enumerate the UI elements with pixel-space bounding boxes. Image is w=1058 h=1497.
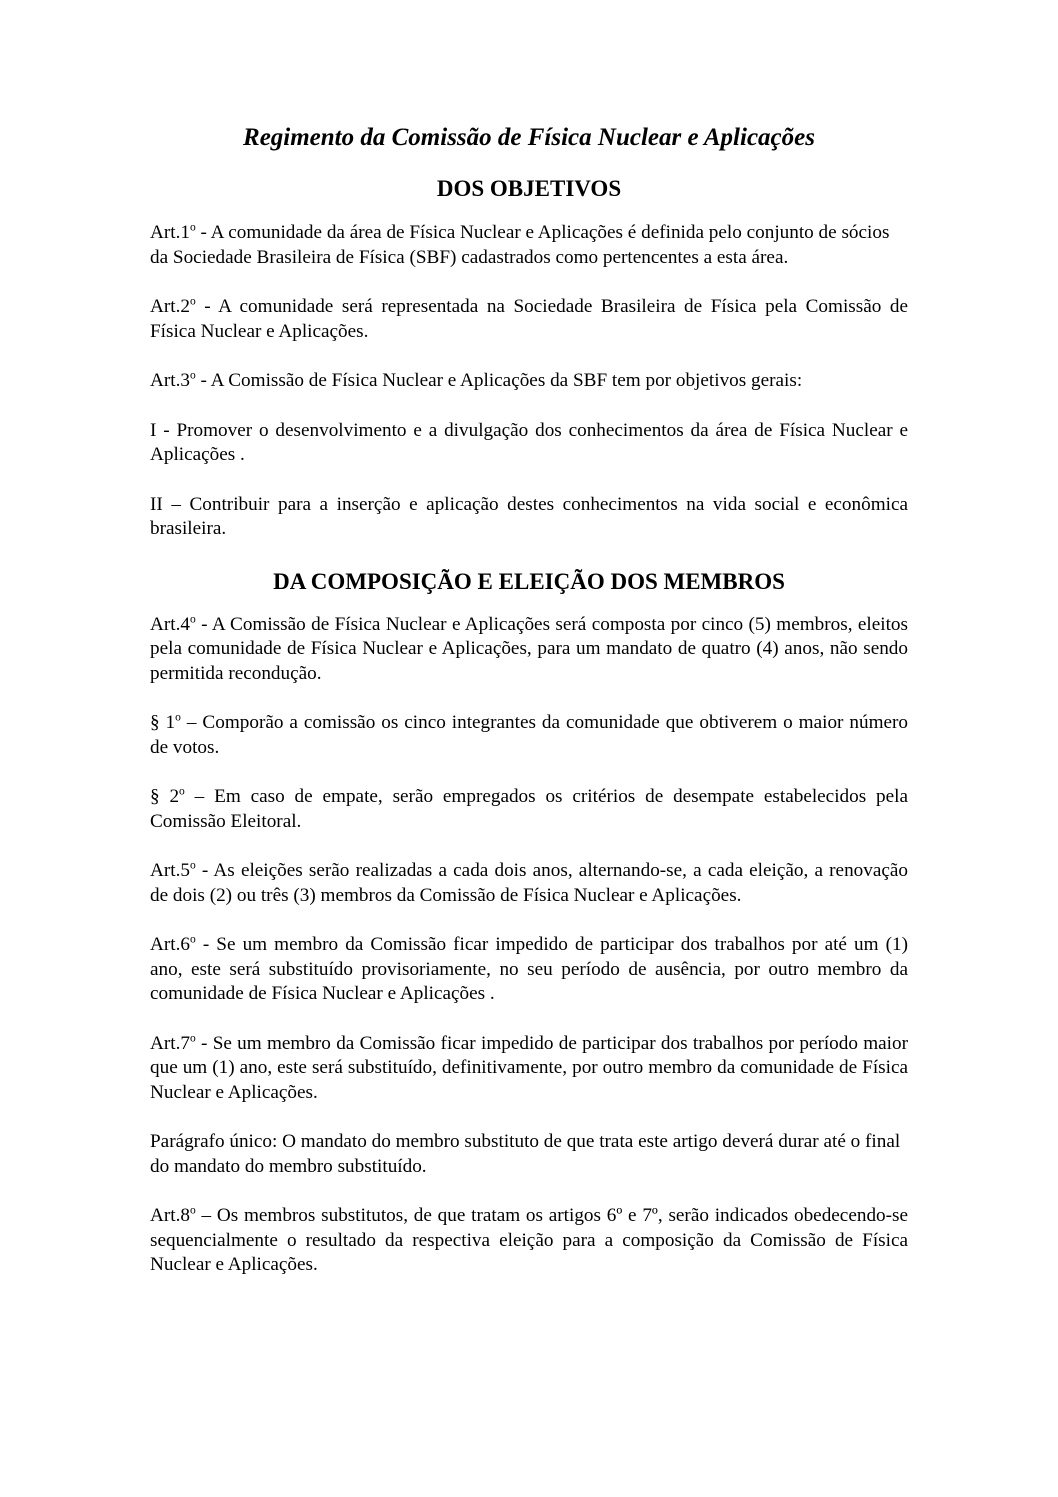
ordinal-mark: o — [179, 785, 185, 798]
paragraph-number: § 2 — [150, 786, 180, 807]
article-number: Art.7 — [150, 1032, 190, 1054]
article-7 — [150, 1032, 908, 1106]
ordinal-mark: o — [189, 221, 196, 234]
paragraph-2 — [150, 785, 908, 834]
article-text: - A Comissão de Física Nuclear e Aplicações será composta por cinco (5) membros, eleitos pela comunidade de Física Nuclear e Aplicações, para um mandato de quatro (4) anos, não sendo permitida recondução. — [150, 613, 908, 684]
paragraph-text: Parágrafo único: O mandato do membro substituto de que trata este artigo deverá durar até o final do mandato do membro substituído. — [150, 1131, 901, 1177]
ordinal-mark: o — [189, 613, 196, 626]
article-1 — [150, 221, 908, 270]
ordinal-mark: o — [189, 859, 196, 872]
ordinal-mark: o — [175, 711, 181, 724]
article-8 — [150, 1204, 908, 1278]
article-number: Art.8 — [150, 1205, 190, 1226]
paragrafo-unico — [150, 1130, 908, 1179]
article-number: Art.4 — [150, 613, 190, 635]
document-page — [150, 122, 908, 1303]
ordinal-mark: o — [189, 369, 196, 382]
ordinal-mark: o — [189, 1204, 196, 1217]
paragraph-1 — [150, 711, 908, 760]
item-ii — [150, 493, 908, 542]
ordinal-mark: o — [189, 933, 196, 946]
article-number: Art.3 — [150, 370, 190, 391]
article-3 — [150, 369, 908, 394]
item-text: II – Contribuir para a inserção e aplicação destes conhecimentos na vida social e econômica brasileira. — [150, 493, 908, 539]
article-text: - A Comissão de Física Nuclear e Aplicações da SBF tem por objetivos gerais: — [195, 370, 803, 391]
paragraph-number: § 1 — [150, 712, 176, 733]
article-text: - A comunidade da área de Física Nuclear e Aplicações é definida pelo conjunto de sócios da Sociedade Brasileira de Física (SBF) cadastrados como pertencentes a esta área. — [150, 222, 890, 268]
ordinal-mark: o — [189, 1032, 196, 1045]
article-text: - Se um membro da Comissão ficar impedido de participar dos trabalhos por até um (1) ano, este será substituído provisoriamente, no seu período de ausência, por outro membro da comunidade de Física Nuclear e Aplicações . — [150, 934, 908, 1004]
article-text: - A comunidade será representada na Sociedade Brasileira de Física pela Comissão de Física Nuclear e Aplicações. — [150, 296, 908, 342]
article-text: - As eleições serão realizadas a cada dois anos, alternando-se, a cada eleição, a renovação de dois (2) ou três (3) membros da Comissão de Física Nuclear e Aplicações. — [150, 860, 908, 906]
article-5 — [150, 859, 908, 908]
article-number: Art.2 — [150, 296, 190, 317]
article-number: Art.6 — [150, 934, 190, 955]
article-4 — [150, 613, 908, 687]
section-heading-composicao: DA COMPOSIÇÃO E ELEIÇÃO DOS MEMBROS — [273, 568, 785, 594]
paragraph-text: – Comporão a comissão os cinco integrantes da comunidade que obtiverem o maior número de votos. — [150, 712, 909, 758]
article-6 — [150, 933, 908, 1007]
item-text: I - Promover o desenvolvimento e a divulgação dos conhecimentos da área de Física Nuclear e Aplicações . — [150, 419, 908, 465]
article-text: – Os membros substitutos, de que tratam os artigos 6º e 7º, serão indicados obedecendo-se sequencialmente o resultado da respectiva eleição para a composição da Comissão de Física Nuclear e Aplicações. — [150, 1205, 908, 1275]
article-number: Art.5 — [150, 860, 190, 881]
ordinal-mark: o — [189, 295, 196, 308]
article-number: Art.1 — [150, 222, 190, 243]
section-heading-objetivos: DOS OBJETIVOS — [436, 176, 622, 201]
paragraph-text: – Em caso de empate, serão empregados os critérios de desempate estabelecidos pela Comissão Eleitoral. — [150, 786, 908, 832]
document-title: Regimento da Comissão de Física Nuclear e Aplicações — [243, 124, 815, 151]
item-i — [150, 419, 908, 468]
article-2 — [150, 295, 908, 344]
article-text: - Se um membro da Comissão ficar impedido de participar dos trabalhos por período maior que um (1) ano, este será substituído, definitivamente, por outro membro da comunidade de Física Nuclear e Aplicações. — [150, 1032, 908, 1103]
